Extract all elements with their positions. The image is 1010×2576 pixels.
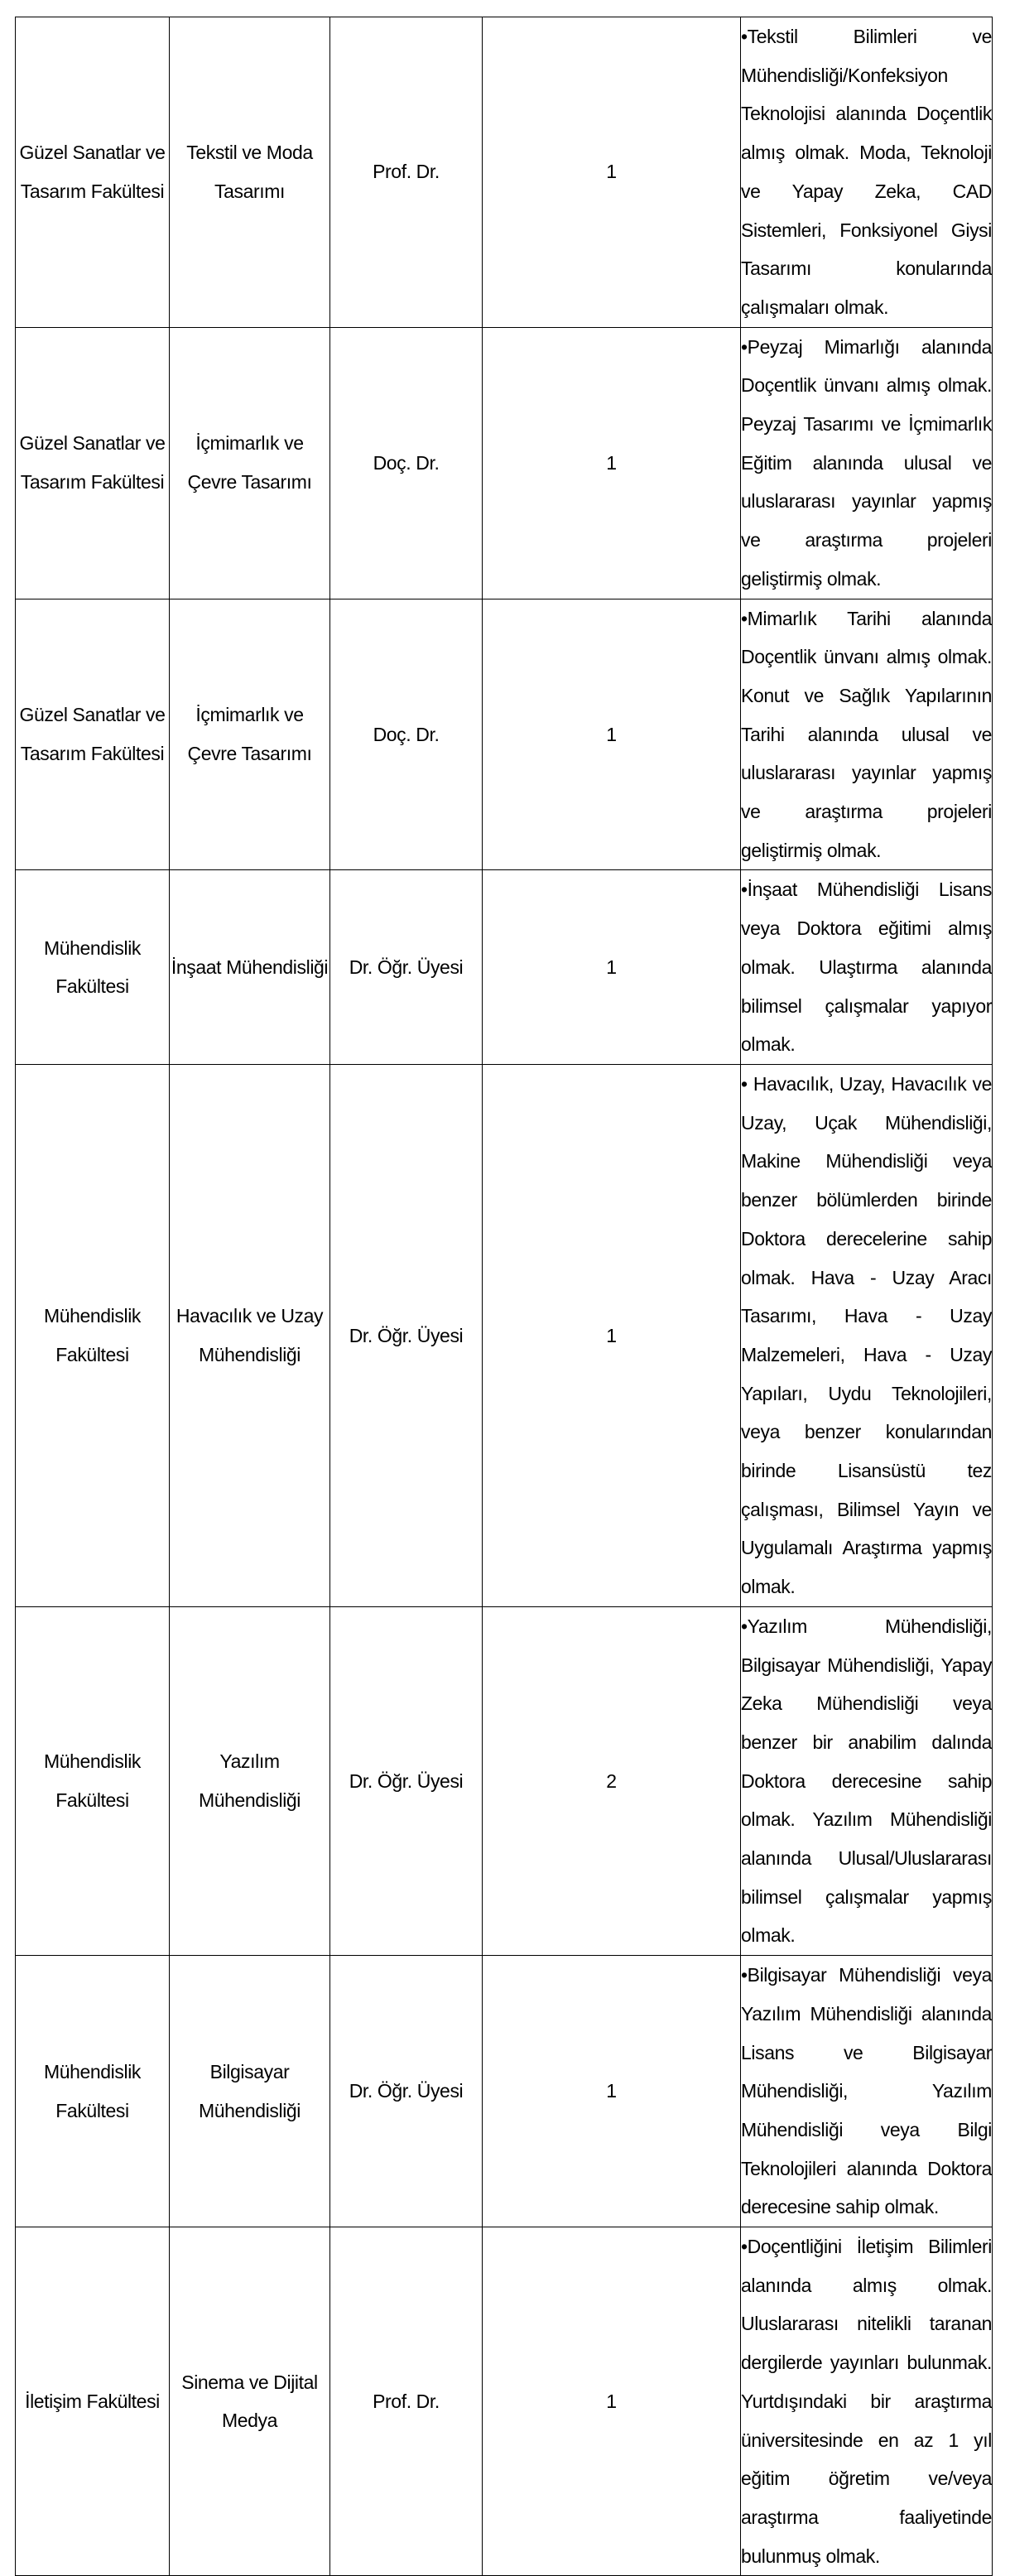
table-row — [16, 17, 993, 328]
table-row — [16, 1956, 993, 2227]
table-row — [16, 327, 993, 599]
requirements-cell — [741, 1956, 993, 2227]
department-cell: Sinema ve Dijital Medya — [170, 2227, 330, 2576]
department-cell: Havacılık ve Uzay Mühendisliği — [170, 1064, 330, 1606]
position-count-cell: 1 — [483, 17, 741, 328]
table-row — [16, 870, 993, 1065]
faculty-cell: Mühendislik Fakültesi — [16, 870, 170, 1065]
table-row — [16, 1606, 993, 1955]
requirements-text: •Bilgisayar Mühendisliği veya Yazılım Mühendisliği alanında Lisans ve Bilgisayar Mühendisliği, Yazılım Mühendisliği veya Bilgi Teknolojileri alanında Doktora derecesine sahip olmak. — [741, 1964, 992, 2218]
requirements-cell — [741, 327, 993, 599]
department-cell: İnşaat Mühendisliği — [170, 870, 330, 1065]
faculty-cell: Mühendislik Fakültesi — [16, 1956, 170, 2227]
department-cell: Tekstil ve Moda Tasarımı — [170, 17, 330, 328]
academic-title-cell: Prof. Dr. — [330, 2227, 483, 2576]
department-cell: Bilgisayar Mühendisliği — [170, 1956, 330, 2227]
academic-title-cell: Dr. Öğr. Üyesi — [330, 1064, 483, 1606]
requirements-cell — [741, 17, 993, 328]
requirements-text: • Havacılık, Uzay, Havacılık ve Uzay, Uçak Mühendisliği, Makine Mühendisliği veya benzer bölümlerden birinde Doktora derecelerine sahip olmak. Hava - Uzay Aracı Tasarımı, Hava - Uzay Malzemeleri, Hava - Uzay Yapıları, Uydu Teknolojileri, veya benzer konularından birinde Lisansüstü tez çalışması, Bilimsel Yayın ve Uygulamalı Araştırma yapmış olmak. — [741, 1072, 992, 1598]
requirements-cell — [741, 870, 993, 1065]
faculty-cell: İletişim Fakültesi — [16, 2227, 170, 2576]
position-count-cell: 2 — [483, 1606, 741, 1955]
position-count-cell: 1 — [483, 599, 741, 870]
requirements-text: •Doçentliğini İletişim Bilimleri alanında almış olmak. Uluslararası nitelikli taranan dergilerde yayınları bulunmak. Yurtdışındaki bir araştırma üniversitesinde en az 1 yıl eğitim öğretim ve/veya araştırma faaliyetinde bulunmuş olmak. — [741, 2236, 992, 2567]
position-count-cell: 1 — [483, 870, 741, 1065]
faculty-cell: Güzel Sanatlar ve Tasarım Fakültesi — [16, 327, 170, 599]
requirements-text: •İnşaat Mühendisliği Lisans veya Doktora eğitimi almış olmak. Ulaştırma alanında bilimsel çalışmalar yapıyor olmak. — [741, 879, 992, 1056]
requirements-text: •Peyzaj Mimarlığı alanında Doçentlik ünvanı almış olmak. Peyzaj Tasarımı ve İçmimarlık Eğitim alanında ulusal ve uluslararası yayınlar yapmış ve araştırma projeleri geliştirmiş olmak. — [741, 335, 992, 590]
academic-title-cell: Dr. Öğr. Üyesi — [330, 1606, 483, 1955]
academic-title-cell: Doç. Dr. — [330, 599, 483, 870]
faculty-cell: Mühendislik Fakültesi — [16, 1064, 170, 1606]
academic-title-cell: Doç. Dr. — [330, 327, 483, 599]
requirements-text: •Yazılım Mühendisliği, Bilgisayar Mühendisliği, Yapay Zeka Mühendisliği veya benzer bir anabilim dalında Doktora derecesine sahip olmak. Yazılım Mühendisliği alanında Ulusal/Uluslararası bilimsel çalışmalar yapmış olmak. — [741, 1615, 992, 1947]
department-cell: İçmimarlık ve Çevre Tasarımı — [170, 327, 330, 599]
academic-title-cell: Dr. Öğr. Üyesi — [330, 1956, 483, 2227]
academic-title-cell: Dr. Öğr. Üyesi — [330, 870, 483, 1065]
requirements-cell — [741, 599, 993, 870]
position-count-cell: 1 — [483, 327, 741, 599]
faculty-cell: Mühendislik Fakültesi — [16, 1606, 170, 1955]
table-row — [16, 2227, 993, 2576]
positions-table — [15, 17, 993, 2576]
requirements-cell — [741, 1064, 993, 1606]
requirements-cell — [741, 2227, 993, 2576]
department-cell: Yazılım Mühendisliği — [170, 1606, 330, 1955]
requirements-text: •Tekstil Bilimleri ve Mühendisliği/Konfeksiyon Teknolojisi alanında Doçentlik almış olmak. Moda, Teknoloji ve Yapay Zeka, CAD Sistemleri, Fonksiyonel Giysi Tasarımı konularında çalışmaları olmak. — [741, 26, 992, 318]
table-row — [16, 1064, 993, 1606]
requirements-cell — [741, 1606, 993, 1955]
position-count-cell: 1 — [483, 1064, 741, 1606]
requirements-text: •Mimarlık Tarihi alanında Doçentlik ünvanı almış olmak. Konut ve Sağlık Yapılarının Tarihi alanında ulusal ve uluslararası yayınlar yapmış ve araştırma projeleri geliştirmiş olmak. — [741, 607, 992, 861]
faculty-cell: Güzel Sanatlar ve Tasarım Fakültesi — [16, 599, 170, 870]
position-count-cell: 1 — [483, 1956, 741, 2227]
academic-title-cell: Prof. Dr. — [330, 17, 483, 328]
department-cell: İçmimarlık ve Çevre Tasarımı — [170, 599, 330, 870]
position-count-cell: 1 — [483, 2227, 741, 2576]
table-row — [16, 599, 993, 870]
faculty-cell: Güzel Sanatlar ve Tasarım Fakültesi — [16, 17, 170, 328]
